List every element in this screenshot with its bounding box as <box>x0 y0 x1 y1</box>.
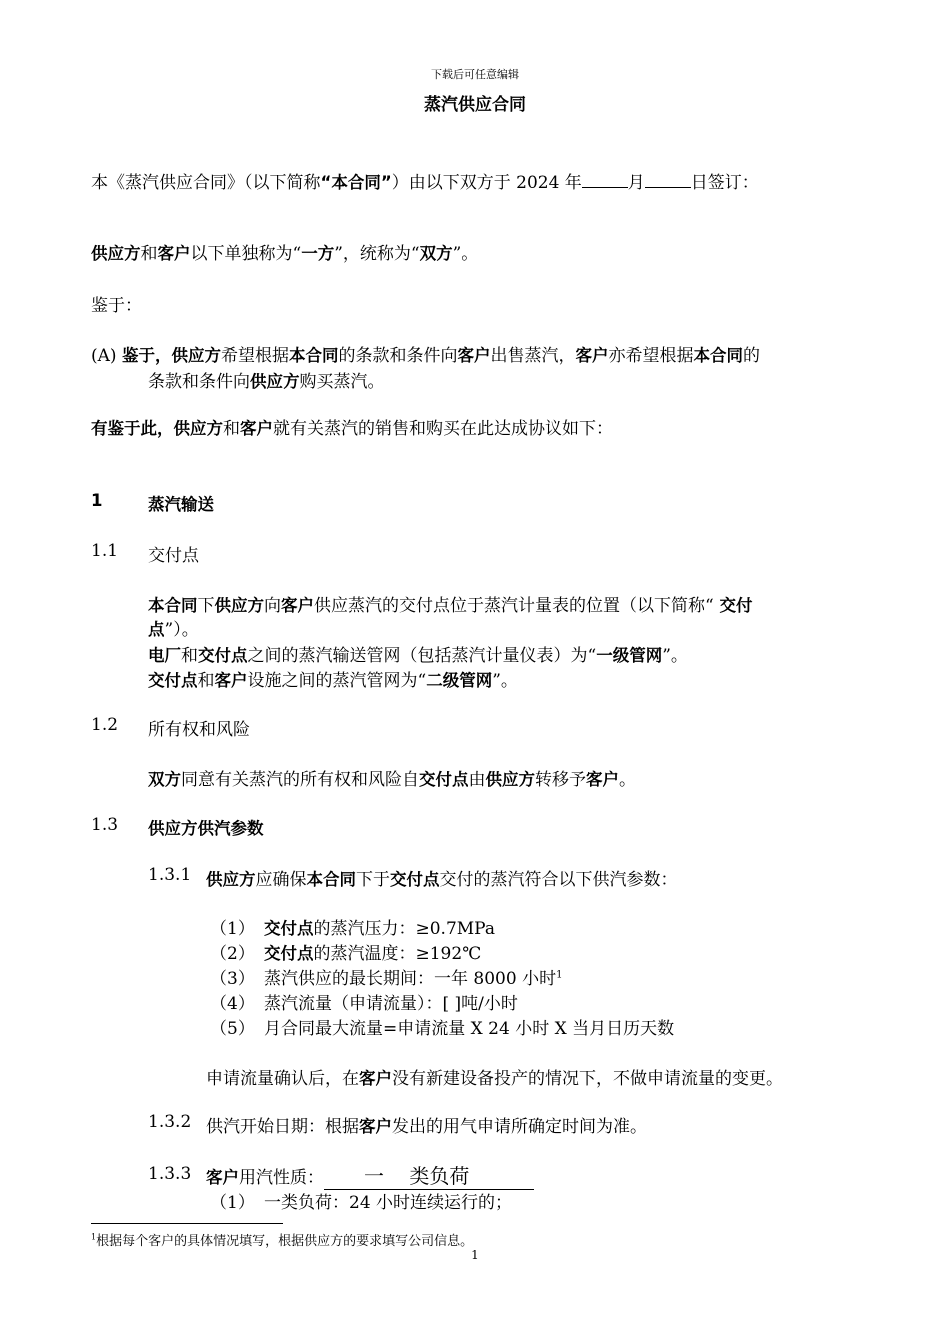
s1-1-contract: 本合同 <box>148 596 198 615</box>
intro-paragraph <box>91 168 759 193</box>
whereas-a-line2-end: 购买蒸汽。 <box>299 372 385 392</box>
s1-3-2-paragraph <box>206 1112 647 1137</box>
intro-month: 月 <box>627 173 645 193</box>
s1-1-line2 <box>148 641 688 666</box>
s1-3-3-customer: 客户 <box>206 1168 239 1187</box>
param-item-5 <box>210 1014 674 1039</box>
parties-paragraph <box>91 239 478 264</box>
parties-text-end: ”。 <box>452 244 479 264</box>
intro-quote-close: ” <box>380 173 392 192</box>
flow-note-text-a: 申请流量确认后，在 <box>206 1069 359 1089</box>
document-title: 蒸汽供应合同 <box>424 95 526 115</box>
footnote <box>91 1230 473 1249</box>
s1-2-text-d: 。 <box>619 770 636 790</box>
param-text-5: 月合同最大流量=申请流量 X 24 小时 X 当月日历天数 <box>264 1019 675 1039</box>
param-marker-4: （4） <box>210 994 255 1014</box>
footnote-ref-1[interactable]: 1 <box>556 969 563 981</box>
one-party-term: 一方 <box>301 244 335 263</box>
whereas-a-bold-1: 鉴于， <box>121 346 172 365</box>
section-1-3-3-number: 1.3.3 <box>148 1164 192 1184</box>
s1-1-line3 <box>148 666 518 691</box>
s1-1-l2-delivery-point: 交付点 <box>198 646 248 665</box>
section-1-2-title: 所有权和风险 <box>148 720 250 740</box>
section-1-3-number: 1.3 <box>91 815 119 835</box>
whereas-a-line1 <box>91 341 760 366</box>
load-item-1 <box>210 1188 512 1213</box>
whereas-a-line2 <box>148 367 385 392</box>
s1-2-delivery-point: 交付点 <box>419 770 469 789</box>
whereas-a-text-4: 出售蒸汽， <box>490 346 576 366</box>
s1-1-delivery-point-2: 点 <box>148 620 165 639</box>
s1-1-supplier: 供应方 <box>214 596 264 615</box>
month-blank <box>582 173 628 188</box>
param-marker-1: （1） <box>210 919 255 939</box>
footnote-text: 根据每个客户的具体情况填写，根据供应方的要求填写公司信息。 <box>96 1234 474 1249</box>
s1-1-text-a: 下 <box>197 596 215 616</box>
s1-1-text-c: 供应蒸汽的交付点位于蒸汽计量表的位置（以下简称“ <box>314 596 714 616</box>
whereas-a-marker: (A) <box>91 346 117 366</box>
whereas-a-customer: 客户 <box>457 346 491 365</box>
both-parties-term: 双方 <box>419 244 453 263</box>
section-1-title: 蒸汽输送 <box>148 495 214 514</box>
s1-1-plant: 电厂 <box>148 646 181 665</box>
s1-1-l3-delivery-point: 交付点 <box>148 671 198 690</box>
s1-1-primary-network: 一级管网 <box>596 646 663 665</box>
s1-1-line1 <box>148 591 752 616</box>
param-text-3: 蒸汽供应的最长期间：一年 8000 小时 <box>264 969 557 989</box>
whereas-a-customer-2: 客户 <box>575 346 609 365</box>
s1-3-3-text: 用汽性质： <box>239 1168 324 1188</box>
s1-1-l3-text: 设施之间的蒸汽管网为“ <box>247 671 427 691</box>
parties-text-1: 以下单独称为“ <box>190 244 302 264</box>
day-blank <box>645 173 691 188</box>
param-item-2 <box>210 939 481 964</box>
s1-2-customer: 客户 <box>586 770 619 789</box>
s1-2-supplier: 供应方 <box>485 770 535 789</box>
whereas-a-line2-text: 条款和条件向 <box>148 372 250 392</box>
whereas-a-text-6: 的 <box>742 346 760 366</box>
intro-text-1: 本《蒸汽供应合同》（以下简称 <box>91 173 321 193</box>
param-marker-2: （2） <box>210 944 255 964</box>
param-marker-5: （5） <box>210 1019 255 1039</box>
customer-term: 客户 <box>157 244 191 263</box>
param-marker-3: （3） <box>210 969 255 989</box>
s1-3-1-text-c: 交付的蒸汽符合以下供汽参数： <box>439 870 678 890</box>
section-1-3-2-number: 1.3.2 <box>148 1112 192 1132</box>
s1-1-delivery-point: 交付 <box>713 596 753 615</box>
and-text: 和 <box>140 244 158 264</box>
supplier-term: 供应方 <box>91 244 141 263</box>
s1-3-1-text-b: 下于 <box>356 870 390 890</box>
param-item-3 <box>210 964 562 989</box>
load-item-text: 一类负荷：24 小时连续运行的； <box>264 1193 513 1213</box>
intro-quote-open: “ <box>320 173 332 192</box>
agreement-bold: 有鉴于此，供应方 <box>91 419 223 438</box>
s1-1-customer: 客户 <box>281 596 314 615</box>
section-1-3-1-number: 1.3.1 <box>148 865 192 885</box>
param-text-4: 蒸汽流量（申请流量）：[ ]吨/小时 <box>264 994 518 1014</box>
param-item-4 <box>210 989 518 1014</box>
flow-note <box>206 1064 783 1089</box>
load-item-marker: （1） <box>210 1193 255 1213</box>
whereas-a-text-3: 的条款和条件向 <box>338 346 458 366</box>
param-bold-1: 交付点 <box>264 919 314 938</box>
whereas-a-supplier: 供应方 <box>171 346 221 365</box>
param-item-1 <box>210 914 495 939</box>
s1-3-1-contract: 本合同 <box>306 870 356 889</box>
intro-text-2: ）由以下双方于 2024 年 <box>391 173 582 193</box>
intro-day: 日签订： <box>690 173 759 193</box>
agreement-text: 就有关蒸汽的销售和购买在此达成协议如下： <box>273 419 613 439</box>
agreement-paragraph <box>91 414 613 439</box>
s1-2-both: 双方 <box>148 770 181 789</box>
header-note: 下载后可任意编辑 <box>431 68 519 81</box>
intro-contract-term: 本合同 <box>331 173 381 192</box>
s1-3-1-delivery-point: 交付点 <box>390 870 440 889</box>
s1-2-text-b: 由 <box>468 770 486 790</box>
s1-2-text-a: 同意有关蒸汽的所有权和风险自 <box>181 770 419 790</box>
section-1-2-number: 1.2 <box>91 715 119 735</box>
section-1-1-title: 交付点 <box>148 546 199 566</box>
parties-text-2: ”，统称为“ <box>334 244 420 264</box>
s1-3-3-paragraph <box>206 1160 534 1190</box>
whereas-a-contract-2: 本合同 <box>693 346 743 365</box>
flow-note-text-b: 没有新建设备投产的情况下，不做申请流量的变更。 <box>392 1069 783 1089</box>
whereas-a-supplier-2: 供应方 <box>250 372 300 391</box>
section-1-3-title: 供应方供汽参数 <box>148 819 264 838</box>
s1-3-2-text-b: 发出的用气申请所确定时间为准。 <box>392 1117 647 1137</box>
s1-1-l2-and: 和 <box>181 646 198 666</box>
s1-2-paragraph <box>148 765 636 790</box>
s1-3-1-text-a: 应确保 <box>255 870 307 890</box>
section-1-1-number: 1.1 <box>91 541 119 561</box>
flow-note-customer: 客户 <box>359 1069 392 1088</box>
s1-1-l3-end: ”。 <box>492 671 518 691</box>
s1-3-1-paragraph <box>206 865 678 890</box>
s1-1-secondary-network: 二级管网 <box>426 671 493 690</box>
s1-1-line1-cont <box>148 615 199 640</box>
whereas-a-text-2: 希望根据 <box>220 346 289 366</box>
section-1-number: 1 <box>91 491 103 510</box>
param-bold-2: 交付点 <box>264 944 314 963</box>
s1-2-text-c: 转移予 <box>535 770 586 790</box>
s1-1-l3-customer: 客户 <box>214 671 248 690</box>
page-number: 1 <box>471 1248 479 1262</box>
s1-1-l3-and: 和 <box>197 671 215 691</box>
agreement-and: 和 <box>223 419 240 439</box>
agreement-customer: 客户 <box>240 419 273 438</box>
s1-1-text-d: ”）。 <box>164 620 199 640</box>
footnote-marker: 1 <box>91 1232 97 1242</box>
whereas-a-text-5: 亦希望根据 <box>608 346 694 366</box>
whereas-label: 鉴于： <box>91 296 142 316</box>
whereas-a-contract: 本合同 <box>288 346 339 365</box>
param-text-1: 的蒸汽压力：≥0.7MPa <box>313 919 495 939</box>
s1-3-1-supplier: 供应方 <box>206 870 256 889</box>
s1-1-text-b: 向 <box>264 596 281 616</box>
s1-3-2-customer: 客户 <box>359 1117 392 1136</box>
footnote-separator <box>91 1223 283 1224</box>
s1-3-2-text-a: 供汽开始日期：根据 <box>206 1117 359 1137</box>
s1-1-l2-end: ”。 <box>662 646 688 666</box>
load-type-field[interactable]: 一 类负荷 <box>324 1160 534 1190</box>
param-text-2: 的蒸汽温度：≥192℃ <box>313 944 482 964</box>
s1-1-l2-text: 之间的蒸汽输送管网（包括蒸汽计量仪表）为“ <box>247 646 597 666</box>
